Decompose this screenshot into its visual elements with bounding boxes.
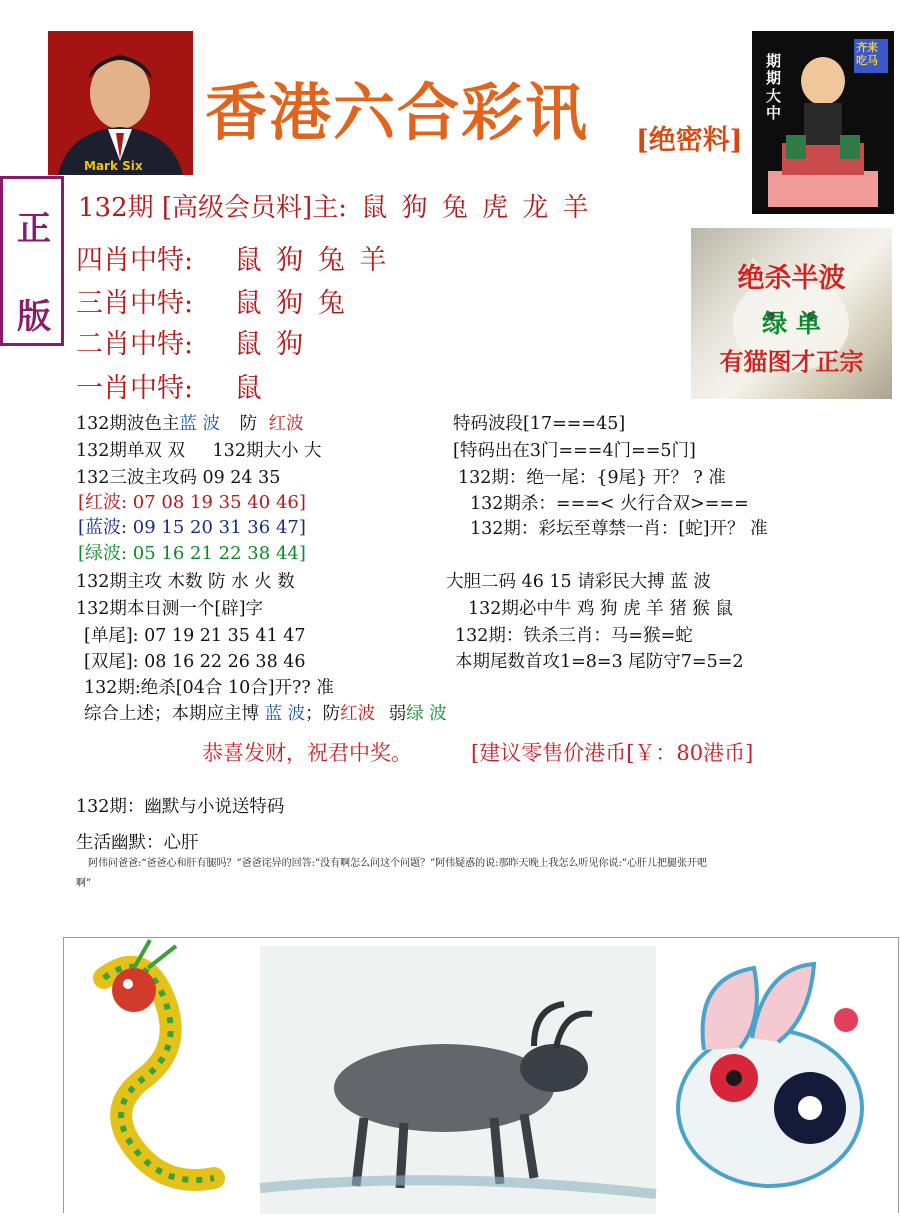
cat-line-2: 绿 单 bbox=[762, 309, 821, 338]
cat-image-box bbox=[691, 228, 892, 399]
host-portrait-icon bbox=[48, 31, 193, 175]
zodiac-animals-strip bbox=[63, 937, 899, 1213]
must-hit-line: 132期必中牛 鸡 狗 虎 羊 猪 猴 鼠 bbox=[468, 599, 733, 619]
cat-line-1: 绝杀半波 bbox=[737, 263, 846, 294]
red-wave-line: [红波: 07 08 19 35 40 46] bbox=[78, 492, 306, 513]
authentic-badge bbox=[0, 176, 64, 346]
story-text-1: 阿伟问爸爸:“爸爸心和肝有腿吗？”爸爸诧异的回答:”没有啊怎么问这个问题？”阿伟疑惑的说:那昨天晚上我怎么听见你说:”心肝儿把腿张开吧 bbox=[88, 858, 708, 869]
wave-line bbox=[76, 410, 304, 435]
cartoon-caption: 期期大中 bbox=[766, 52, 782, 122]
congrats-price: [建议零售价港币[￥：80港币] bbox=[471, 741, 754, 765]
code-range-line: 特码波段[17===45] bbox=[453, 414, 626, 434]
wave-guard-value: 红波 bbox=[268, 414, 304, 434]
member-label: [高级会员料]主: bbox=[161, 193, 347, 223]
special-one bbox=[76, 366, 262, 405]
char-test-line: 132期本日测一个[辟]字 bbox=[76, 599, 264, 619]
member-period: 132期 bbox=[78, 193, 154, 223]
special-value: 鼠 bbox=[234, 373, 262, 404]
summary-weak: 弱 bbox=[388, 704, 407, 724]
kill-tail-line: 132期：绝一尾：{9尾} 开？ ? 准 bbox=[458, 468, 726, 488]
cartoon-panel bbox=[752, 31, 894, 214]
green-wave-line: [绿波: 05 16 21 22 38 44] bbox=[78, 543, 306, 564]
special-value: 鼠 狗 兔 羊 bbox=[234, 245, 390, 276]
story-text-2: 啊” bbox=[76, 878, 92, 889]
oddeven-line bbox=[76, 437, 322, 462]
summary-prefix: 综合上述；本期应主博 bbox=[84, 704, 259, 724]
story-title: 132期：幽默与小说送特码 bbox=[76, 797, 285, 817]
special-label: 三肖中特: bbox=[76, 288, 194, 319]
badge-char-2: 版 bbox=[17, 297, 51, 337]
special-label: 四肖中特: bbox=[76, 245, 194, 276]
story-subtitle: 生活幽默：心肝 bbox=[76, 833, 199, 853]
cartoon-sign: 齐来吃马 bbox=[856, 41, 878, 68]
summary-line bbox=[84, 700, 447, 725]
summary-blue: 蓝 波 bbox=[264, 704, 306, 724]
summary-mid: ；防 bbox=[305, 704, 341, 724]
threewave-line: 132三波主攻码 09 24 35 bbox=[76, 468, 281, 488]
oddeven: 132期单双 双 bbox=[76, 441, 185, 461]
bigsmall: 132期大小 大 bbox=[212, 441, 322, 461]
summary-green: 绿 波 bbox=[406, 704, 447, 724]
cat-line-3: 有猫图才正宗 bbox=[719, 347, 864, 376]
host-photo bbox=[48, 31, 193, 175]
iron-kill-line: 132期：铁杀三肖：马=猴=蛇 bbox=[455, 626, 693, 646]
special-label: 二肖中特: bbox=[76, 329, 194, 360]
dragon-icon bbox=[104, 940, 214, 1180]
summary-red: 红波 bbox=[340, 704, 376, 724]
special-value: 鼠 狗 bbox=[234, 329, 307, 360]
special-two bbox=[76, 322, 306, 361]
special-four bbox=[76, 238, 389, 277]
rabbit-icon bbox=[678, 964, 862, 1186]
member-animals: 鼠 狗 兔 虎 龙 羊 bbox=[361, 193, 592, 223]
code-doors-line: [特码出在3门===4门==5门] bbox=[453, 441, 696, 461]
special-label: 一肖中特: bbox=[76, 373, 194, 404]
blue-wave-line: [蓝波: 09 15 20 31 36 47] bbox=[78, 517, 306, 538]
page-subtitle: [绝密料] bbox=[636, 125, 743, 156]
wave-main: 蓝 波 bbox=[179, 414, 220, 434]
wave-prefix: 132期波色主 bbox=[76, 414, 180, 434]
kill-element-line: 132期杀：===< 火行合双>=== bbox=[470, 494, 749, 514]
single-tail-line: [单尾]: 07 19 21 35 41 47 bbox=[84, 626, 306, 646]
kill-combo-line: 132期:绝杀[04合 10合]开?? 准 bbox=[84, 678, 334, 698]
special-value: 鼠 狗 兔 bbox=[234, 288, 348, 319]
page-title: 香港六合彩讯 bbox=[205, 76, 590, 149]
main-attack-line: 132期主攻 木数 防 水 火 数 bbox=[76, 572, 295, 592]
badge-char-1: 正 bbox=[17, 209, 51, 249]
double-tail-line: [双尾]: 08 16 22 26 38 46 bbox=[84, 652, 306, 672]
mark-six-logo: Mark Six bbox=[84, 159, 143, 173]
zodiac-animals-illustration bbox=[64, 938, 900, 1214]
goat-icon bbox=[260, 946, 656, 1214]
special-three bbox=[76, 281, 348, 320]
bold-two-line: 大胆二码 46 15 请彩民大搏 蓝 波 bbox=[446, 572, 711, 592]
member-line bbox=[78, 187, 592, 224]
ban-one-line: 132期：彩坛至尊禁一肖：[蛇]开？ 准 bbox=[470, 519, 768, 539]
congrats-left: 恭喜发财，祝君中奖。 bbox=[202, 741, 412, 765]
wave-guard: 防 bbox=[239, 414, 258, 434]
tail-attack-line: 本期尾数首攻1=8=3 尾防守7=5=2 bbox=[455, 652, 744, 672]
